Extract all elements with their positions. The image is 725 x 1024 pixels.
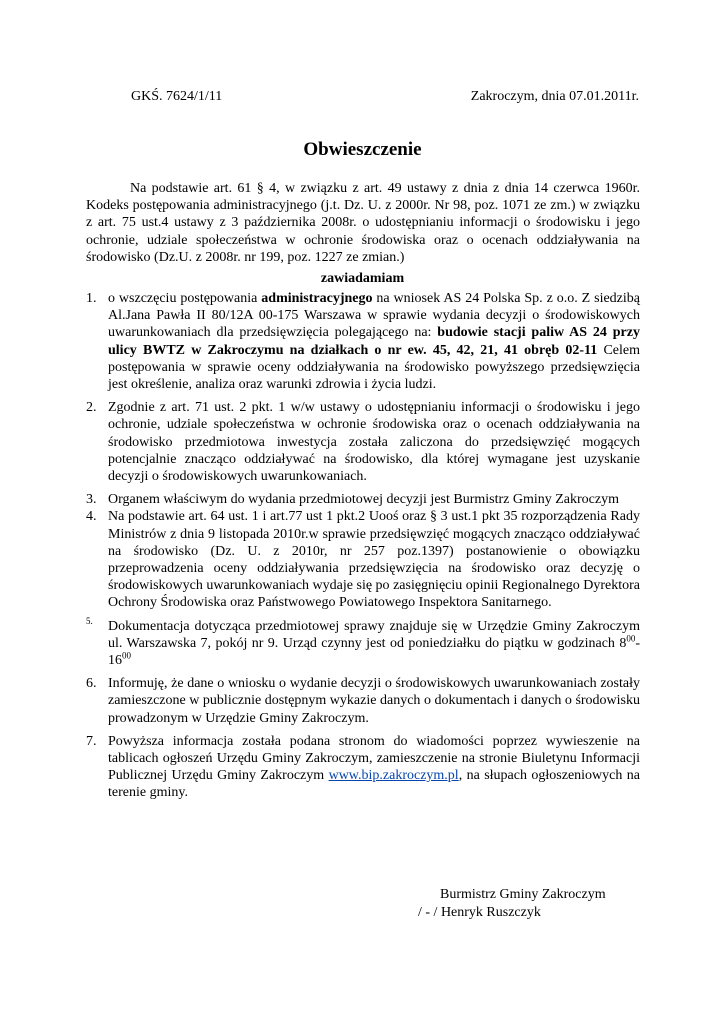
reference-number: GKŚ. 7624/1/11 (131, 89, 223, 104)
item-text: -16 (108, 635, 640, 669)
list-item (86, 290, 640, 393)
page-title: Obwieszczenie (303, 139, 422, 160)
item-text: Dokumentacja dotycząca przedmiotowej sprawy znajduje się w Urzędzie Gminy Zakroczym ul. Warszawska 7, pokój nr 9. Urząd czynny jest od poniedziałku do piątku w godzinach 8 (108, 618, 640, 651)
list-item (86, 399, 640, 485)
place-date: Zakroczym, dnia 07.01.2011r. (470, 89, 639, 104)
numbered-list (86, 290, 640, 808)
list-item (86, 733, 640, 802)
item-number: 4. (86, 509, 97, 525)
item-text: Zgodnie z art. 71 ust. 2 pkt. 1 w/w ustawy o udostępnianiu informacji o środowisku i jego ochronie, udziale społeczeństwa w ochronie środowiska oraz o ocenach oddziaływania na środowisko przedmiotowa inwestycja została zaliczona do przedsięwzięć mogących potencjalnie znacząco oddziaływać na środowisko, dla której wymagane jest uzyskanie decyzji o środowiskowych uwarunkowaniach. (108, 400, 640, 485)
item-text: Na podstawie art. 64 ust. 1 i art.77 ust 1 pkt.2 Uooś oraz § 3 ust.1 pkt 35 rozporządzenia Rady Ministrów z dnia 9 listopada 2010r.w sprawie przedsięwzięć mogących znacząco oddziaływać na środowisko (Dz. U. z 2010r, nr 257 poz.1397) postanowienie o obowiązku przeprowadzenia oceny oddziaływania przedsięwzięcia na środowisko oraz decyzję o środowiskowych uwarunkowaniach wydaje się po zasięgnięciu opinii Regionalnego Dyrektora Ochrony Środowiska oraz Państwowego Powiatowego Inspektora Sanitarnego. (108, 509, 640, 611)
item-number: 5. (86, 615, 93, 626)
hours-sup: 00 (626, 633, 636, 644)
item-number: 6. (86, 676, 97, 692)
item-text: Organem właściwym do wydania przedmiotowej decyzji jest Burmistrz Gminy Zakroczym (108, 492, 619, 508)
item-text: Celem postępowania w sprawie oceny oddziaływania na środowisko powyższego przedsięwzięcia jest określenie, analiza oraz warunki zdrowia i życia ludzi. (108, 342, 640, 393)
list-item (86, 675, 640, 727)
item-number: 7. (86, 733, 97, 749)
hours-sup: 00 (122, 650, 131, 661)
item-text: o wszczęciu postępowania (108, 291, 262, 306)
item-text-bold: budowie stacji paliw AS 24 przy ulicy BWTZ w Zakroczymu na działkach o nr ew. 45, 42, 21, 41 obręb 02-11 (108, 325, 640, 358)
signature-block (418, 886, 606, 921)
signature-name: / - / Henryk Ruszczyk (418, 904, 541, 920)
signature-title: Burmistrz Gminy Zakroczym (440, 887, 606, 902)
item-number: 2. (86, 400, 97, 416)
item-text: Powyższa informacja została podana stronom do wiadomości poprzez wywieszenie na tablicach ogłoszeń Urzędu Gminy Zakroczym, zamieszczenie na stronie Biuletynu Informacji Publicznej Urzędu Gminy Zakroczym (108, 733, 640, 784)
announce-heading: zawiadamiam (320, 271, 405, 286)
list-item (86, 508, 640, 611)
item-text: Informuję, że dane o wniosku o wydanie decyzji o środowiskowych uwarunkowaniach zostały zamieszczone w publicznie dostępnym wykazie danych o dokumentach i danych o środowisku prowadzonym w Urzędzie Gminy Zakroczym. (108, 676, 640, 726)
item-text-bold: administracyjnego (261, 291, 373, 306)
item-number: 3. (86, 492, 97, 508)
item-text: , na słupach ogłoszeniowych na terenie gminy. (108, 768, 640, 801)
bip-link[interactable]: www.bip.zakroczym.pl (328, 768, 459, 784)
item-text: na wniosek AS 24 Polska Sp. z o.o. Z siedzibą Al.Jana Pawła II 80/12A 00-175 Warszawa w sprawie wydania decyzji o środowiskowych uwarunkowaniach dla przedsięwzięcia polegającego na: (108, 291, 641, 341)
list-item (86, 491, 640, 508)
intro-paragraph: Na podstawie art. 61 § 4, w związku z art. 49 ustawy z dnia z dnia 14 czerwca 1960r. Kodeks postępowania administracyjnego (j.t. Dz. U. z 2000r. Nr 98, poz. 1071 ze zm.) w związku z art. 75 ust.4 ustawy z 3 października 2008r. o udostępnianiu informacji o środowisku i jego ochronie, udziale społeczeństwa w ochronie środowiska oraz o ocenach oddziaływania na środowisko (Dz.U. z 2008r. nr 199, poz. 1227 ze zmian.) (86, 181, 640, 265)
item-number: 1. (86, 291, 97, 306)
list-item (86, 615, 640, 670)
